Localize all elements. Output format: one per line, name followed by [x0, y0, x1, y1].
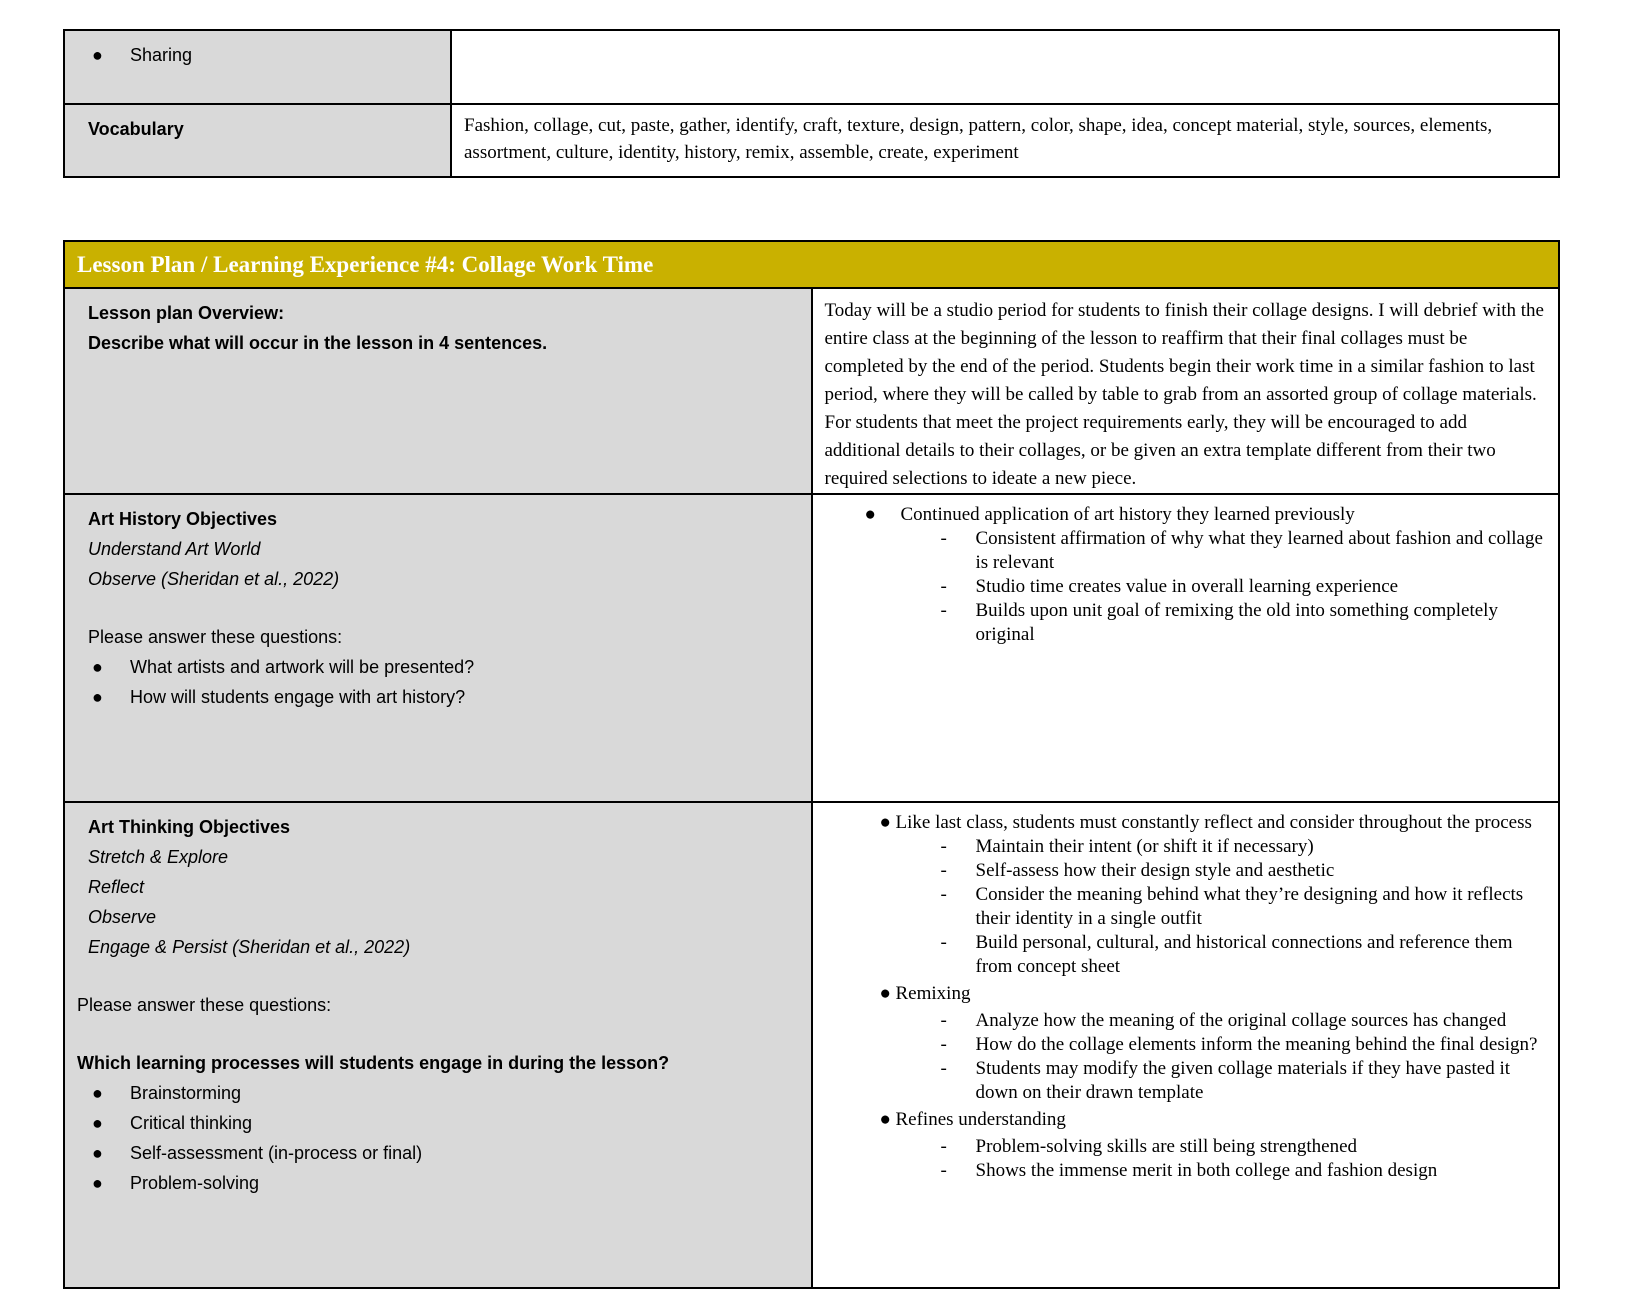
art-history-main-bullet: ● Continued application of art history they learned previously: [864, 504, 1355, 525]
vocabulary-text-cell: [451, 104, 1559, 177]
question-item: ● How will students engage with art history?: [92, 687, 466, 707]
lesson-header: Lesson Plan / Learning Experience #4: Collage Work Time: [64, 241, 1559, 288]
sub-item: - Studio time creates value in overall learning experience: [940, 576, 1399, 597]
art-history-label-cell: [64, 494, 812, 802]
overview-label-cell: [64, 288, 812, 494]
overview-label-desc: Describe what will occur in the lesson in 4 sentences.: [88, 333, 548, 353]
sub-item: - How do the collage elements inform the meaning behind the final design?: [940, 1034, 1538, 1055]
art-history-sub-1: Understand Art World: [88, 539, 261, 559]
art-thinking-title: Art Thinking Objectives: [88, 817, 291, 837]
sub-item: - Consider the meaning behind what they’re designing and how it reflects their identity in a single outfit: [940, 884, 1524, 929]
sub-item: - Maintain their intent (or shift it if necessary): [940, 836, 1314, 857]
group-bullet: ● Remixing: [879, 983, 971, 1004]
sub-item: - Consistent affirmation of why what they learned about fashion and collage is relevant: [940, 528, 1543, 573]
vocabulary-label-cell: [64, 104, 451, 177]
process-item: ● Critical thinking: [92, 1113, 253, 1133]
art-thinking-label-cell: [64, 802, 812, 1288]
sub-item: - Students may modify the given collage materials if they have pasted it down on their drawn template: [940, 1058, 1510, 1103]
group-bullet: ● Refines understanding: [879, 1109, 1066, 1130]
overview-text: Today will be a studio period for students to finish their collage designs. I will debrief with the entire class at the beginning of the lesson to reaffirm that their final collages must be completed by the end of the period. Students begin their work time in a similar fashion to last period, where they will be called by table to grab from an assorted group of collage materials. For students that meet the project requirements early, they will be encouraged to add additional details to their collages, or be given an extra template different from their two required selections to ideate a new piece.: [824, 300, 1544, 489]
sharing-cell: [64, 30, 451, 104]
sharing-right-cell: [451, 30, 1559, 104]
art-thinking-content-cell: [812, 802, 1560, 1288]
question-item: ● What artists and artwork will be presented?: [92, 657, 475, 677]
sub-item: - Shows the immense merit in both college and fashion design: [940, 1160, 1438, 1181]
art-thinking-sub: Stretch & Explore: [88, 847, 229, 867]
top-table: [63, 29, 1560, 178]
process-item: ● Problem-solving: [92, 1173, 260, 1193]
art-thinking-sub: Reflect: [88, 877, 145, 897]
vocabulary-label: Vocabulary: [88, 119, 184, 139]
art-thinking-questions-label: Please answer these questions:: [77, 995, 332, 1015]
art-history-questions-label: Please answer these questions:: [88, 627, 343, 647]
art-history-content-cell: [812, 494, 1560, 802]
art-thinking-sub: Observe: [88, 907, 157, 927]
sub-item: - Problem-solving skills are still being strengthened: [940, 1136, 1358, 1157]
group-bullet: ● Like last class, students must constantly reflect and consider throughout the process: [879, 812, 1532, 833]
process-item: ● Brainstorming: [92, 1083, 242, 1103]
sharing-item: Sharing: [130, 45, 193, 65]
overview-text-cell: [812, 288, 1560, 494]
sub-item: - Self-assess how their design style and aesthetic: [940, 860, 1335, 881]
art-thinking-sub: Engage & Persist (Sheridan et al., 2022): [88, 937, 411, 957]
process-item: ● Self-assessment (in-process or final): [92, 1143, 423, 1163]
art-history-sub-2: Observe (Sheridan et al., 2022): [88, 569, 340, 589]
sub-item: - Analyze how the meaning of the original collage sources has changed: [940, 1010, 1507, 1031]
bullet-item: ● Sharing: [92, 45, 193, 65]
processes-question: Which learning processes will students engage in during the lesson?: [77, 1053, 670, 1073]
vocabulary-text: Fashion, collage, cut, paste, gather, identify, craft, texture, design, pattern, color, shape, idea, concept material, style, sources, elements, assortment, culture, identity, history, remix, assemble, create, experiment: [464, 115, 1493, 163]
sub-item: - Build personal, cultural, and historical connections and reference them from concept sheet: [940, 932, 1513, 977]
sub-item: - Builds upon unit goal of remixing the old into something completely original: [940, 600, 1498, 645]
art-history-title: Art History Objectives: [88, 509, 278, 529]
lesson-table: [63, 240, 1560, 1289]
overview-label-title: Lesson plan Overview:: [88, 303, 285, 323]
